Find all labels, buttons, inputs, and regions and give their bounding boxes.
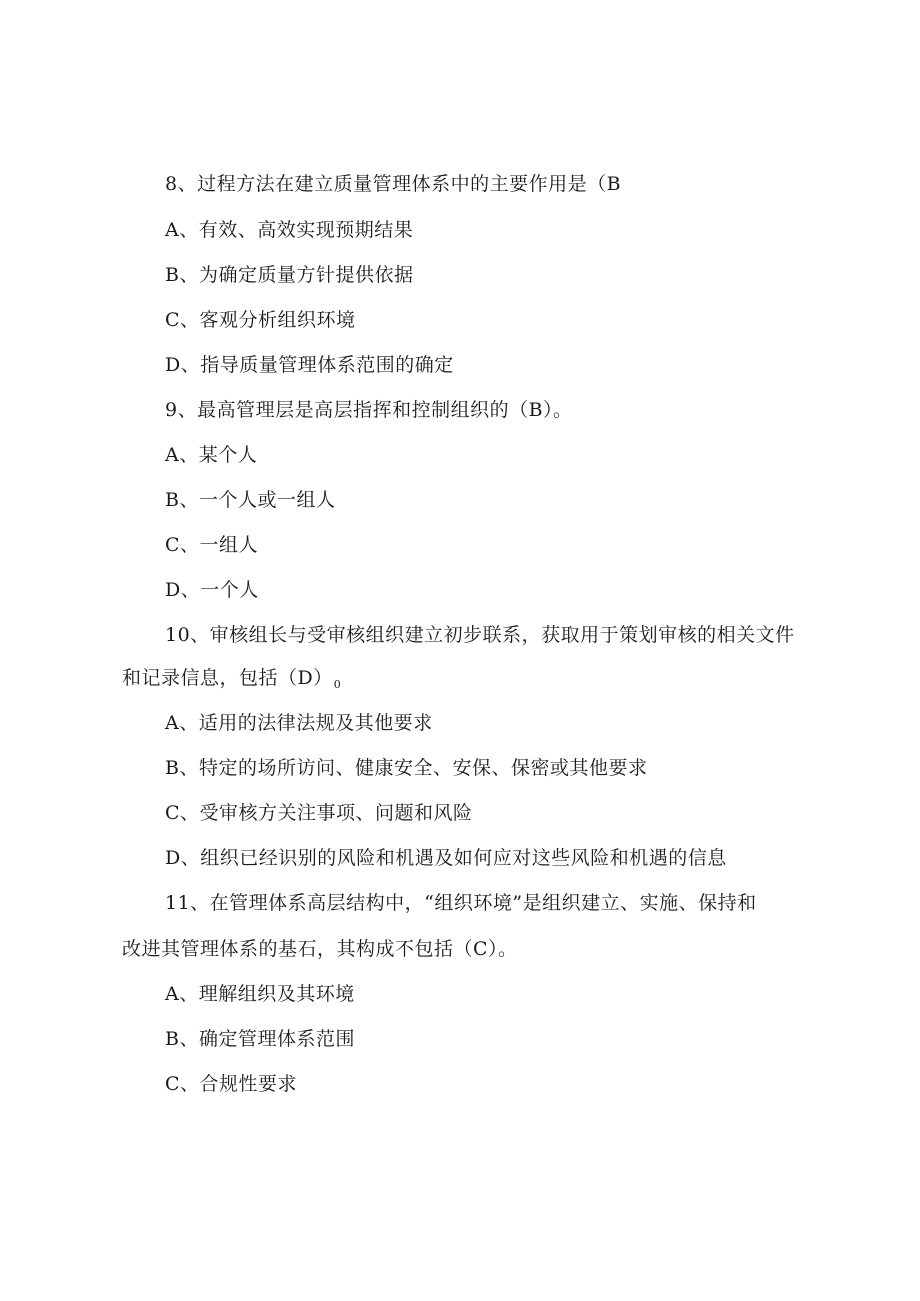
question-9-option-c: C、一组人 [165, 534, 259, 556]
question-11-option-a: A、理解组织及其环境 [165, 983, 355, 1005]
question-10-option-c: C、受审核方关注事项、问题和风险 [165, 802, 473, 824]
question-10-option-a: A、适用的法律法规及其他要求 [165, 712, 433, 734]
question-9: 9、最高管理层是高层指挥和控制组织的（B）。 [165, 399, 573, 421]
question-11-option-b: B、确定管理体系范围 [165, 1028, 355, 1050]
question-8: 8、过程方法在建立质量管理体系中的主要作用是（B [165, 173, 622, 195]
question-10-option-b: B、特定的场所访问、健康安全、安保、保密或其他要求 [165, 757, 648, 779]
question-10-line-1: 10、审核组长与受审核组织建立初步联系，获取用于策划审核的相关文件 [165, 624, 795, 646]
question-10-line-2 [122, 666, 341, 697]
question-10-line-2-text: 和记录信息，包括（D） [122, 667, 333, 689]
question-11-option-c: C、合规性要求 [165, 1073, 298, 1095]
question-8-option-a: A、有效、高效实现预期结果 [165, 219, 414, 241]
question-8-option-c: C、客观分析组织环境 [165, 309, 356, 331]
question-8-option-d: D、指导质量管理体系范围的确定 [165, 354, 454, 376]
question-8-option-b: B、为确定质量方针提供依据 [165, 264, 414, 286]
question-11-line-2: 改进其管理体系的基石，其构成不包括（C）。 [122, 938, 518, 960]
question-9-option-b: B、一个人或一组人 [165, 489, 336, 511]
question-9-option-a: A、某个人 [165, 444, 258, 466]
question-9-option-d: D、一个人 [165, 579, 259, 601]
question-10-option-d: D、组织已经识别的风险和机遇及如何应对这些风险和机遇的信息 [165, 847, 727, 869]
question-11-line-1: 11、在管理体系高层结构中，“组织环境”是组织建立、实施、保持和 [165, 892, 757, 914]
question-10-line-2-suffix: 0 [333, 678, 342, 691]
